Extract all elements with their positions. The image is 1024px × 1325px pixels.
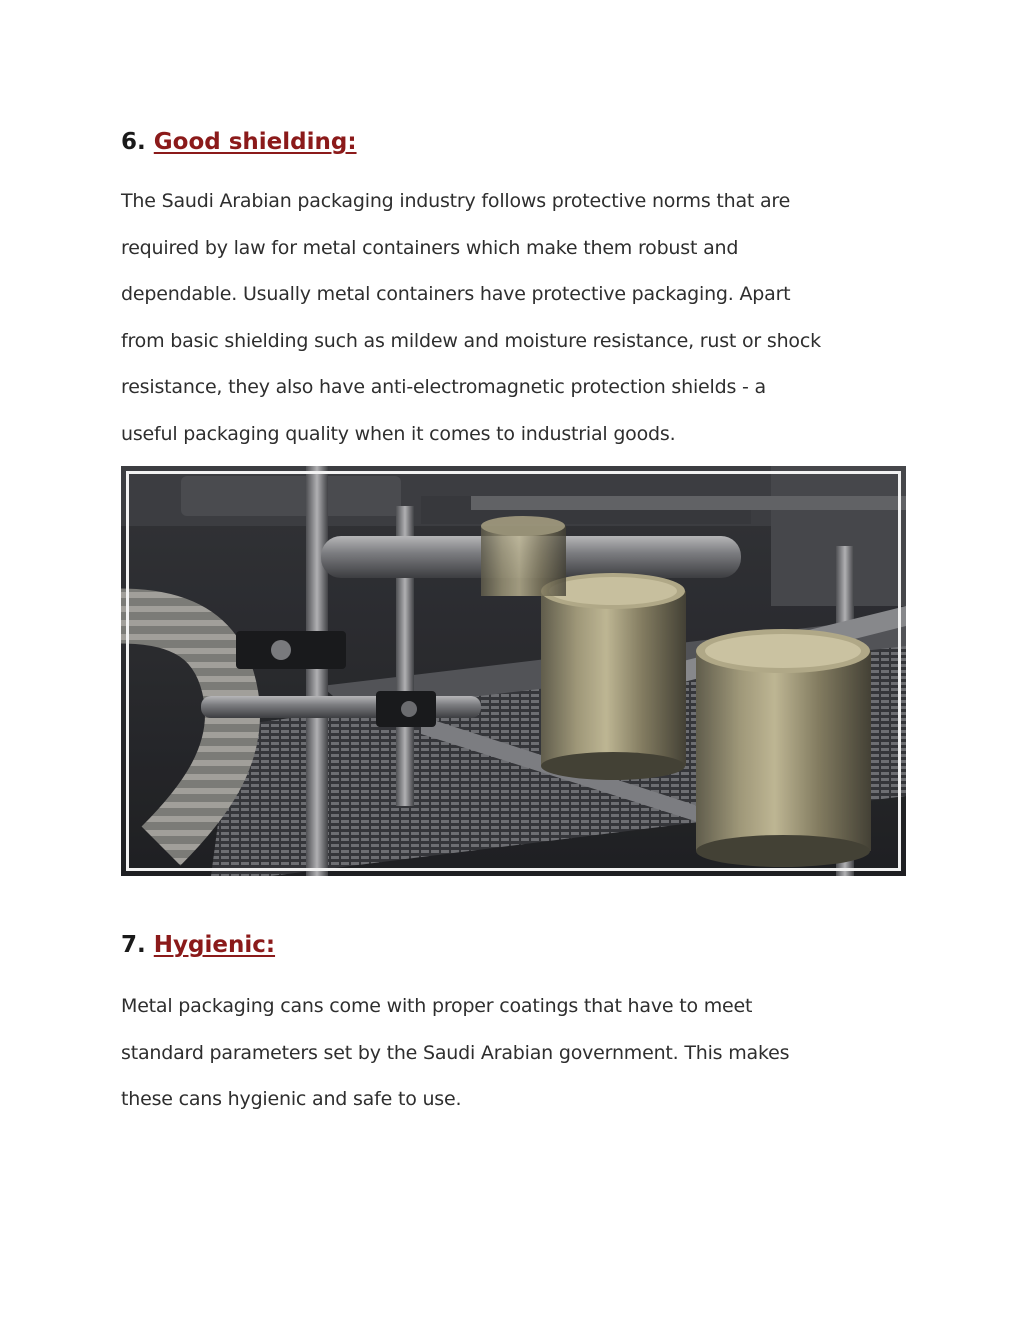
paragraph-line: The Saudi Arabian packaging industry follows protective norms that are (121, 190, 791, 212)
section-6-title: Good shielding: (153, 129, 357, 155)
section-7-number: 7. (121, 932, 146, 958)
section-7-heading (121, 930, 275, 960)
paragraph-line: standard parameters set by the Saudi Arabian government. This makes (121, 1041, 790, 1064)
paragraph-line: Metal packaging cans come with proper coatings that have to meet (121, 995, 753, 1017)
paragraph-line: resistance, they also have anti-electromagnetic protection shields - a (121, 376, 766, 399)
section-6-paragraph (121, 178, 921, 458)
section-6-heading (121, 127, 357, 157)
section-6-number: 6. (121, 129, 146, 155)
section-7-paragraph (121, 983, 921, 1123)
paragraph-line: these cans hygienic and safe to use. (121, 1088, 462, 1111)
paragraph-line: required by law for metal containers which make them robust and (121, 236, 739, 259)
paragraph-line: useful packaging quality when it comes to industrial goods. (121, 422, 676, 445)
section-7-title: Hygienic: (153, 932, 276, 958)
paragraph-line: dependable. Usually metal containers have protective packaging. Apart (121, 283, 791, 306)
cans-on-conveyor-photo (121, 466, 906, 876)
paragraph-line: from basic shielding such as mildew and moisture resistance, rust or shock (121, 329, 821, 352)
